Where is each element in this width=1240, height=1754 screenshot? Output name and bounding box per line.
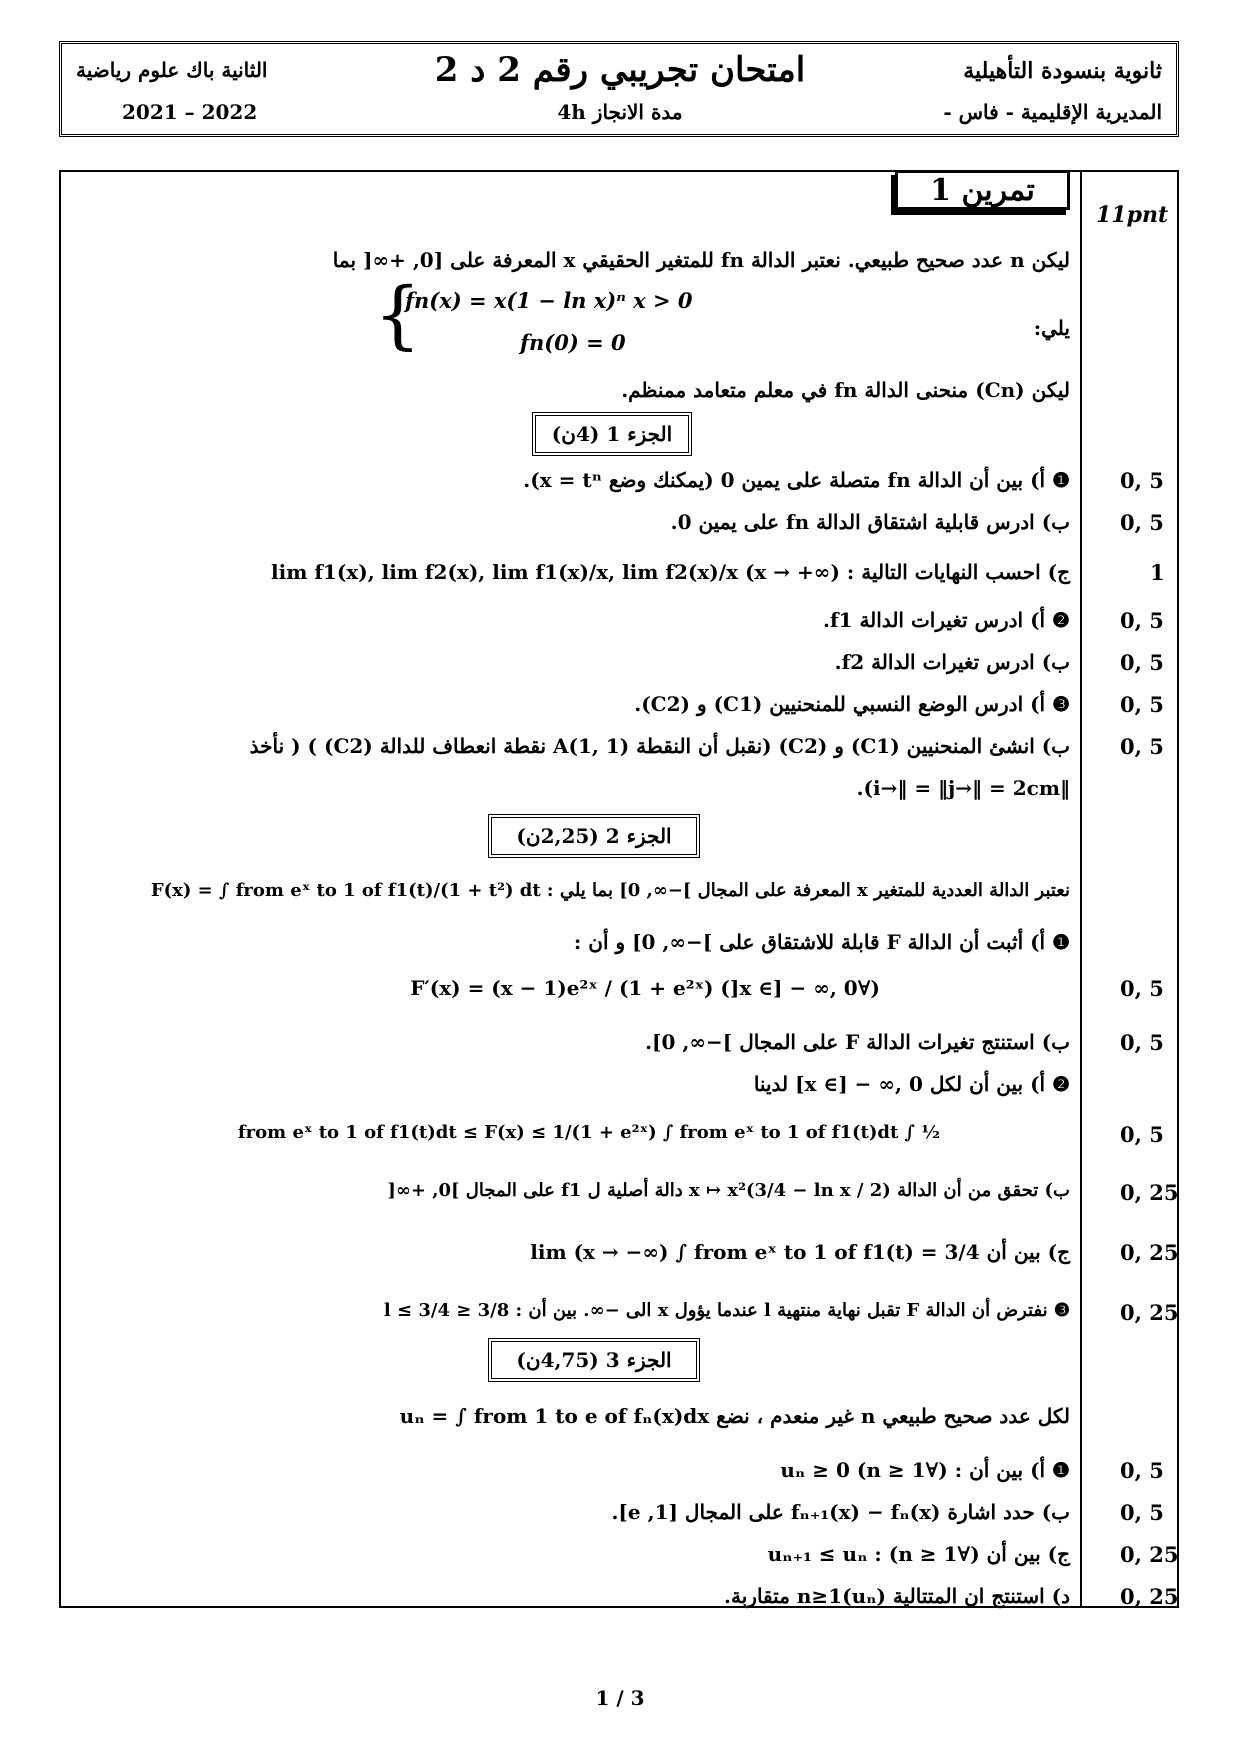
intro-line-2: يلي: bbox=[1033, 316, 1070, 340]
question-text: ج) احسب النهايات التالية : lim f1(x), lim f2(x), lim f1(x)/x, lim f2(x)/x (x → +∞) bbox=[271, 560, 1070, 584]
question-points: 0, 25 bbox=[1120, 1180, 1179, 1205]
part-2-title: الجزء 2 (2,25ن) bbox=[488, 814, 700, 858]
question-text: ج) بين أن lim (x → −∞) ∫ from eˣ to 1 of f1(t) = 3/4 bbox=[530, 1240, 1070, 1264]
system-brace: { bbox=[374, 272, 422, 358]
question-text: ❸ أ) ادرس الوضع النسبي للمنحنيين (C1) و (C2). bbox=[634, 692, 1070, 716]
exam-duration: مدة الانجاز 4h bbox=[557, 100, 683, 124]
question-text: ❸ نفترض أن الدالة F تقبل نهاية منتهية l عندما يؤول x الى −∞. بين أن : 3/8 ≤ l ≤ 3/4 bbox=[383, 1300, 1070, 1321]
directorate: المديرية الإقليمية - فاس - bbox=[943, 100, 1162, 124]
question-text: ب) تحقق من أن الدالة x ↦ x²(3/4 − ln x / 2) دالة أصلية ل f1 على المجال ]0, +∞[ bbox=[387, 1180, 1070, 1201]
question-formula: (∀x ∈] − ∞, 0[) F′(x) = (x − 1)e²ˣ / (1 + e²ˣ) bbox=[410, 976, 880, 1000]
question-text: لكل عدد صحيح طبيعي n غير منعدم ، نضع uₙ = ∫ from 1 to e of fₙ(x)dx bbox=[399, 1404, 1070, 1428]
points-column-divider bbox=[1080, 170, 1082, 1608]
question-points: 0, 5 bbox=[1120, 510, 1164, 535]
question-points: 0, 5 bbox=[1120, 692, 1164, 717]
intro-line-3: ليكن (Cn) منحنى الدالة fn في معلم متعامد ممنظم. bbox=[621, 378, 1070, 402]
exercise-title: تمرين 1 bbox=[895, 170, 1070, 210]
question-text: د) استنتج ان المتتالية (uₙ)n≥1 متقاربة. bbox=[724, 1584, 1070, 1608]
question-text: ب) ادرس قابلية اشتقاق الدالة fn على يمين 0. bbox=[670, 510, 1070, 534]
system-eq-2: fn(0) = 0 bbox=[520, 330, 626, 355]
exercise-points: 11pnt bbox=[1096, 202, 1169, 228]
question-points: 0, 25 bbox=[1120, 1300, 1179, 1325]
part-3-title: الجزء 3 (4,75ن) bbox=[488, 1338, 700, 1382]
question-points: 0, 5 bbox=[1120, 976, 1164, 1001]
exam-header bbox=[59, 41, 1179, 137]
question-points: 0, 5 bbox=[1120, 1122, 1164, 1147]
question-text: ❷ أ) بين أن لكل x ∈] − ∞, 0] لدينا bbox=[753, 1072, 1070, 1096]
question-points: 0, 5 bbox=[1120, 468, 1164, 493]
exam-title: امتحان تجريبي رقم 2 د 2 bbox=[434, 50, 806, 90]
question-formula: ½ ∫ from eˣ to 1 of f1(t)dt ≤ F(x) ≤ 1/(1 + e²ˣ) ∫ from eˣ to 1 of f1(t)dt bbox=[237, 1122, 940, 1143]
school-name: ثانوية بنسودة التأهيلية bbox=[963, 58, 1162, 84]
question-text: ب) استنتج تغيرات الدالة F على المجال ]−∞, 0]. bbox=[645, 1030, 1070, 1054]
question-points: 0, 5 bbox=[1120, 1458, 1164, 1483]
question-text: ❷ أ) ادرس تغيرات الدالة f1. bbox=[823, 608, 1070, 632]
class-name: الثانية باك علوم رياضية bbox=[76, 58, 268, 82]
system-eq-1: fn(x) = x(1 − ln x)ⁿ x > 0 bbox=[405, 288, 693, 313]
question-points: 0, 25 bbox=[1120, 1542, 1179, 1567]
question-points: 1 bbox=[1150, 560, 1165, 585]
question-text: ب) حدد اشارة fₙ₊₁(x) − fₙ(x) على المجال [1, e]. bbox=[611, 1500, 1070, 1524]
school-year: 2021 – 2022 bbox=[122, 100, 258, 124]
question-text: ❶ أ) بين أن : (∀n ≥ 1) uₙ ≥ 0 bbox=[780, 1458, 1070, 1482]
question-points: 0, 5 bbox=[1120, 608, 1164, 633]
question-points: 0, 25 bbox=[1120, 1584, 1179, 1609]
question-text: نعتبر الدالة العددية للمتغير x المعرفة على المجال ]−∞, 0] بما يلي : F(x) = ∫ from eˣ to 1 of f1(t)/(1 + t²) dt bbox=[150, 880, 1070, 901]
question-points: 0, 25 bbox=[1120, 1240, 1179, 1265]
part-1-title: الجزء 1 (4ن) bbox=[532, 412, 692, 456]
question-points: 0, 5 bbox=[1120, 650, 1164, 675]
question-text: ج) بين أن (∀n ≥ 1) : uₙ₊₁ ≤ uₙ bbox=[767, 1542, 1070, 1566]
question-points: 0, 5 bbox=[1120, 1500, 1164, 1525]
question-points: 0, 5 bbox=[1120, 734, 1164, 759]
question-text: ‖i→‖ = ‖j→‖ = 2cm). bbox=[856, 776, 1070, 800]
question-text: ❶ أ) أثبت أن الدالة F قابلة للاشتقاق على ]−∞, 0] و أن : bbox=[573, 930, 1070, 954]
question-text: ❶ أ) بين أن الدالة fn متصلة على يمين 0 (يمكنك وضع x = tⁿ). bbox=[523, 468, 1070, 492]
question-text: ب) ادرس تغيرات الدالة f2. bbox=[834, 650, 1070, 674]
question-points: 0, 5 bbox=[1120, 1030, 1164, 1055]
page-number: 1 / 3 bbox=[595, 1686, 645, 1710]
question-text: ب) انشئ المنحنيين (C1) و (C2) (نقبل أن النقطة A(1, 1) نقطة انعطاف للدالة (C2) ) ( نأخذ bbox=[249, 734, 1070, 758]
intro-line-1: ليكن n عدد صحيح طبيعي. نعتبر الدالة fn للمتغير الحقيقي x المعرفة على [0, +∞[ بما bbox=[332, 248, 1070, 272]
